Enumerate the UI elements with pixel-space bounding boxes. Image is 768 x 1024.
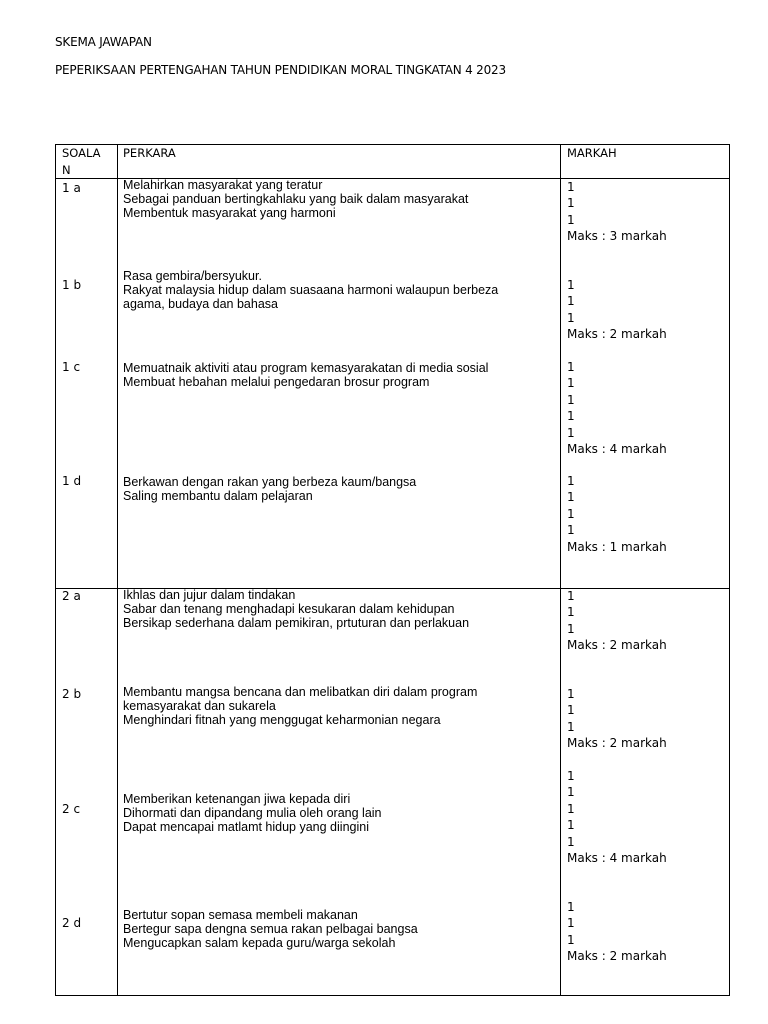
mark-value: 1 <box>567 703 575 718</box>
answer-item: Ikhlas dan jujur dalam tindakan <box>123 588 296 602</box>
answer-item: Rasa gembira/bersyukur. <box>123 269 262 283</box>
question-number: 1 d <box>62 474 82 488</box>
answer-item: Saling membantu dalam pelajaran <box>123 489 313 503</box>
mark-value: 1 <box>567 360 575 374</box>
answer-item: kemasyarakat dan sukarela <box>123 699 276 713</box>
question-number: 2 b <box>62 687 82 701</box>
mark-value: 1 <box>567 900 575 914</box>
marks-list <box>567 277 667 343</box>
mark-value: 1 <box>567 916 575 931</box>
mark-value: 1 <box>567 310 575 325</box>
marks-list <box>567 686 667 752</box>
question-number: 2 c <box>62 802 81 816</box>
answer-item: Menghindari fitnah yang menggugat keharmonian negara <box>123 713 441 727</box>
answer-item: Mengucapkan salam kepada guru/warga sekolah <box>123 936 396 950</box>
question-number: 1 b <box>62 278 82 292</box>
mark-value: 1 <box>567 180 575 194</box>
max-marks: Maks : 2 markah <box>567 949 667 964</box>
max-marks: Maks : 3 markah <box>567 229 667 244</box>
max-marks: Maks : 4 markah <box>567 851 667 866</box>
mark-value: 1 <box>567 425 575 440</box>
column-divider <box>117 145 118 995</box>
marks-list <box>567 768 667 866</box>
answer-item: Bertutur sopan semasa membeli makanan <box>123 908 358 922</box>
column-header-markah: MARKAH <box>567 146 617 160</box>
mark-value: 1 <box>567 621 575 636</box>
answer-item: Dihormati dan dipandang mulia oleh orang lain <box>123 806 382 820</box>
answer-item: Dapat mencapai matlamt hidup yang diingini <box>123 820 369 834</box>
answer-list <box>123 361 488 389</box>
mark-value: 1 <box>567 932 575 947</box>
answer-item: agama, budaya dan bahasa <box>123 297 278 311</box>
mark-value: 1 <box>567 687 575 701</box>
mark-value: 1 <box>567 523 575 538</box>
mark-value: 1 <box>567 785 575 800</box>
answer-item: Berkawan dengan rakan yang berbeza kaum/bangsa <box>123 475 417 489</box>
column-header-soalan: SOALA N <box>62 146 101 177</box>
answer-item: Sebagai panduan bertingkahlaku yang baik dalam masyarakat <box>123 192 469 206</box>
answer-scheme-table <box>55 144 730 996</box>
mark-value: 1 <box>567 474 575 488</box>
question-number: 1 a <box>62 181 81 195</box>
document-title: SKEMA JAWAPAN <box>55 35 152 49</box>
answer-item: Bertegur sapa dengna semua rakan pelbagai bangsa <box>123 922 418 936</box>
answer-item: Bersikap sederhana dalam pemikiran, prtuturan dan perlakuan <box>123 616 470 630</box>
column-header-perkara: PERKARA <box>123 146 176 160</box>
marks-list <box>567 179 667 245</box>
answer-item: Membuat hebahan melalui pengedaran brosur program <box>123 375 430 389</box>
answer-list <box>123 792 382 834</box>
answer-item: Melahirkan masyarakat yang teratur <box>123 178 323 192</box>
max-marks: Maks : 2 markah <box>567 736 667 751</box>
question-number: 2 d <box>62 916 82 930</box>
mark-value: 1 <box>567 719 575 734</box>
question-number: 1 c <box>62 360 81 374</box>
marks-list <box>567 473 667 555</box>
answer-list <box>123 908 418 950</box>
mark-value: 1 <box>567 392 575 407</box>
marks-list <box>567 899 667 965</box>
mark-value: 1 <box>567 409 575 424</box>
mark-value: 1 <box>567 212 575 227</box>
max-marks: Maks : 1 markah <box>567 539 667 554</box>
mark-value: 1 <box>567 490 575 505</box>
mark-value: 1 <box>567 196 575 211</box>
answer-item: Memuatnaik aktiviti atau program kemasyarakatan di media sosial <box>123 361 489 375</box>
mark-value: 1 <box>567 278 575 292</box>
max-marks: Maks : 2 markah <box>567 638 667 653</box>
answer-list <box>123 269 498 311</box>
marks-list <box>567 588 667 654</box>
answer-list <box>123 178 468 220</box>
mark-value: 1 <box>567 818 575 833</box>
answer-item: Membentuk masyarakat yang harmoni <box>123 206 336 220</box>
answer-item: Sabar dan tenang menghadapi kesukaran dalam kehidupan <box>123 602 455 616</box>
mark-value: 1 <box>567 769 575 783</box>
column-divider <box>560 145 561 995</box>
mark-value: 1 <box>567 605 575 620</box>
answer-list <box>123 685 477 727</box>
marks-list <box>567 359 667 457</box>
mark-value: 1 <box>567 834 575 849</box>
max-marks: Maks : 2 markah <box>567 327 667 342</box>
answer-item: Memberikan ketenangan jiwa kepada diri <box>123 792 351 806</box>
mark-value: 1 <box>567 376 575 391</box>
document-subtitle: PEPERIKSAAN PERTENGAHAN TAHUN PENDIDIKAN MORAL TINGKATAN 4 2023 <box>55 63 506 77</box>
max-marks: Maks : 4 markah <box>567 442 667 457</box>
mark-value: 1 <box>567 294 575 309</box>
answer-list <box>123 475 416 503</box>
question-number: 2 a <box>62 589 81 603</box>
answer-item: Rakyat malaysia hidup dalam suasaana harmoni walaupun berbeza <box>123 283 499 297</box>
mark-value: 1 <box>567 589 575 603</box>
mark-value: 1 <box>567 801 575 816</box>
answer-list <box>123 588 469 630</box>
answer-item: Membantu mangsa bencana dan melibatkan diri dalam program <box>123 685 478 699</box>
mark-value: 1 <box>567 506 575 521</box>
